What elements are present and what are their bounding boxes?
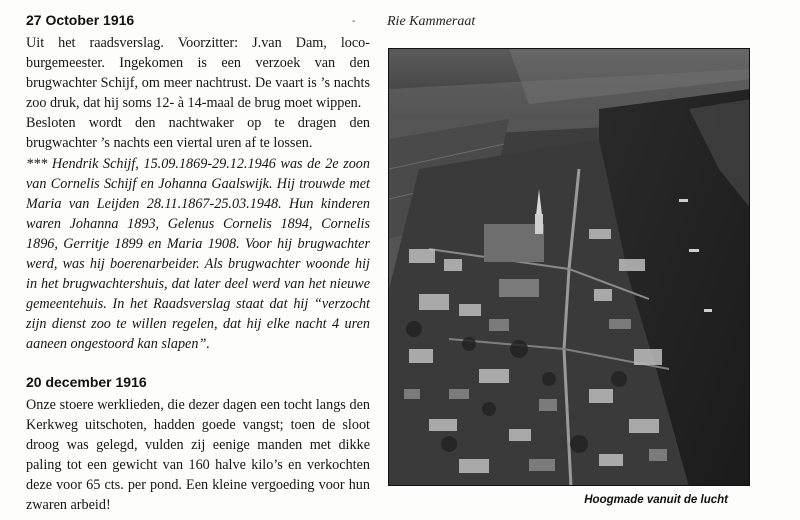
paragraph-besluit: Besloten wordt den nachtwaker op te dragen den brugwachter ’s nachts een viertal uren af te lossen.: [26, 115, 370, 152]
photo-caption: Hoogmade vanuit de lucht: [584, 494, 728, 506]
aerial-photo-illustration: [389, 49, 750, 486]
section-heading: 27 October 1916: [26, 12, 135, 28]
paragraph-genealogy-note: *** Hendrik Schijf, 15.09.1869-29.12.1946 was de 2e zoon van Cornelis Schijf en Johanna Gaalswijk. Hij trouwde met Maria van Leijden 28.11.1867-25.03.1948. Hun kinderen waren Johanna 1893, Gelenus Cornelis 1894, Cornelis 1896, Gerritje 1899 en Maria 1908. Voor hij brugwachter werd, was hij boerenarbeider. Als brugwachter woonde hij in het brugwachtershuis, dat later deel werd van het nieuwe gemeentehuis. In het Raadsverslag staat dat hij “verzocht zijn dienst zoo te willen regelen, dat hij elke nacht 4 uren aaneen ongestoord kan slapen”.: [26, 155, 370, 353]
aerial-photo: [388, 48, 750, 486]
section-20-december-1916: [26, 374, 370, 516]
paragraph-paling-vangst: Onze stoere werklieden, die dezer dagen een tocht langs den Kerkweg uitschoten, hadden goede vangst; toen de sloot droog was gelegd, vulden zij eenige manden met dikke paling tot een gewicht van 160 halve kilo’s en verkochten deze voor 65 cts. per pond. Een kleine vergoeding voor hun zwaren arbeid!: [26, 397, 370, 514]
paragraph-raadsverslag: Uit het raadsverslag. Voorzitter: J.van Dam, loco-burgemeester. Ingekomen is een verzoek van den brugwachter Schijf, om meer nachtrust. De vaart is ’s nachts zoo druk, dat hij soms 12- à 14-maal de brug moet wippen.: [26, 35, 370, 112]
section-heading: 20 december 1916: [26, 374, 147, 390]
print-mark: -: [352, 16, 356, 27]
author-name: Rie Kammeraat: [387, 14, 476, 29]
section-27-october-1916: [26, 12, 370, 355]
